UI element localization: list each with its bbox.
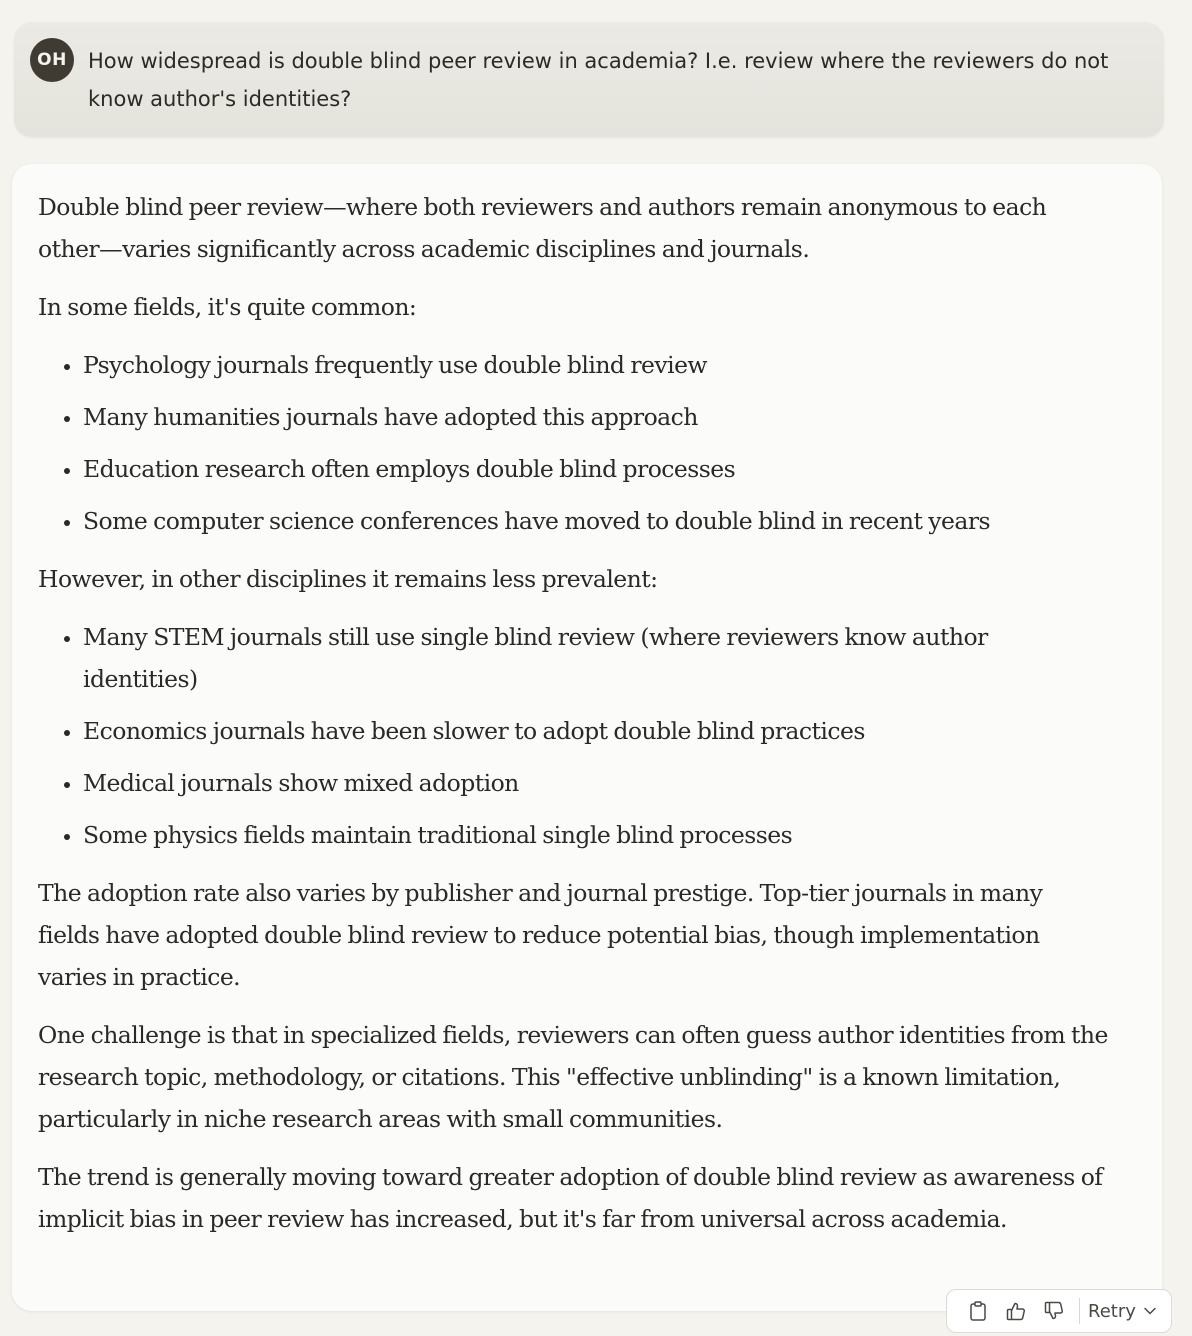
clipboard-icon — [969, 1301, 987, 1321]
response-intro: Double blind peer review—where both reviewers and authors remain anonymous to each other—varies significantly across academic disciplines and journals. — [38, 193, 1047, 263]
adoption-paragraph: The adoption rate also varies by publisher and journal prestige. Top-tier journals in many fields have adopted double blind review to reduce potential bias, though implementation varies in practice. — [38, 879, 1043, 991]
trend-paragraph: The trend is generally moving toward greater adoption of double blind review as awareness of implicit bias in peer review has increased, but it's far from universal across academia. — [38, 1163, 1103, 1233]
list-item: • Many humanities journals have adopted this approach — [83, 396, 1108, 438]
chevron-down-icon — [1144, 1307, 1156, 1315]
less-list — [38, 616, 1108, 856]
retry-label: Retry — [1088, 1300, 1136, 1322]
list-item: • Education research often employs double blind processes — [83, 448, 1108, 490]
less-heading: However, in other disciplines it remains less prevalent: — [38, 565, 658, 593]
assistant-response — [12, 164, 1162, 1311]
list-item: • Some physics fields maintain traditional single blind processes — [83, 814, 1108, 856]
list-item: • Many STEM journals still use single blind review (where reviewers know author identities) — [83, 616, 1108, 700]
user-message — [14, 22, 1164, 137]
response-body — [38, 186, 1108, 1240]
common-list — [38, 344, 1108, 542]
user-avatar: OH — [30, 38, 74, 82]
thumbs-up-button[interactable] — [997, 1295, 1035, 1327]
list-item: • Medical journals show mixed adoption — [83, 762, 1108, 804]
challenge-paragraph: One challenge is that in specialized fields, reviewers can often guess author identities from the research topic, methodology, or citations. This "effective unblinding" is a known limitation, particularly in niche research areas with small communities. — [38, 1021, 1108, 1133]
list-item: • Economics journals have been slower to adopt double blind practices — [83, 710, 1108, 752]
user-message-text: How widespread is double blind peer review in academia? I.e. review where the reviewers do not know author's identities? — [88, 49, 1109, 111]
list-item: • Some computer science conferences have moved to double blind in recent years — [83, 500, 1108, 542]
copy-button[interactable] — [959, 1295, 997, 1327]
thumbs-down-button[interactable] — [1035, 1295, 1073, 1327]
list-item: • Psychology journals frequently use double blind review — [83, 344, 1108, 386]
toolbar-divider — [1079, 1298, 1080, 1324]
message-actions — [946, 1289, 1172, 1333]
thumbs-up-icon — [1006, 1301, 1026, 1321]
retry-button[interactable] — [1088, 1295, 1156, 1327]
thumbs-down-icon — [1044, 1301, 1064, 1321]
common-heading: In some fields, it's quite common: — [38, 293, 417, 321]
